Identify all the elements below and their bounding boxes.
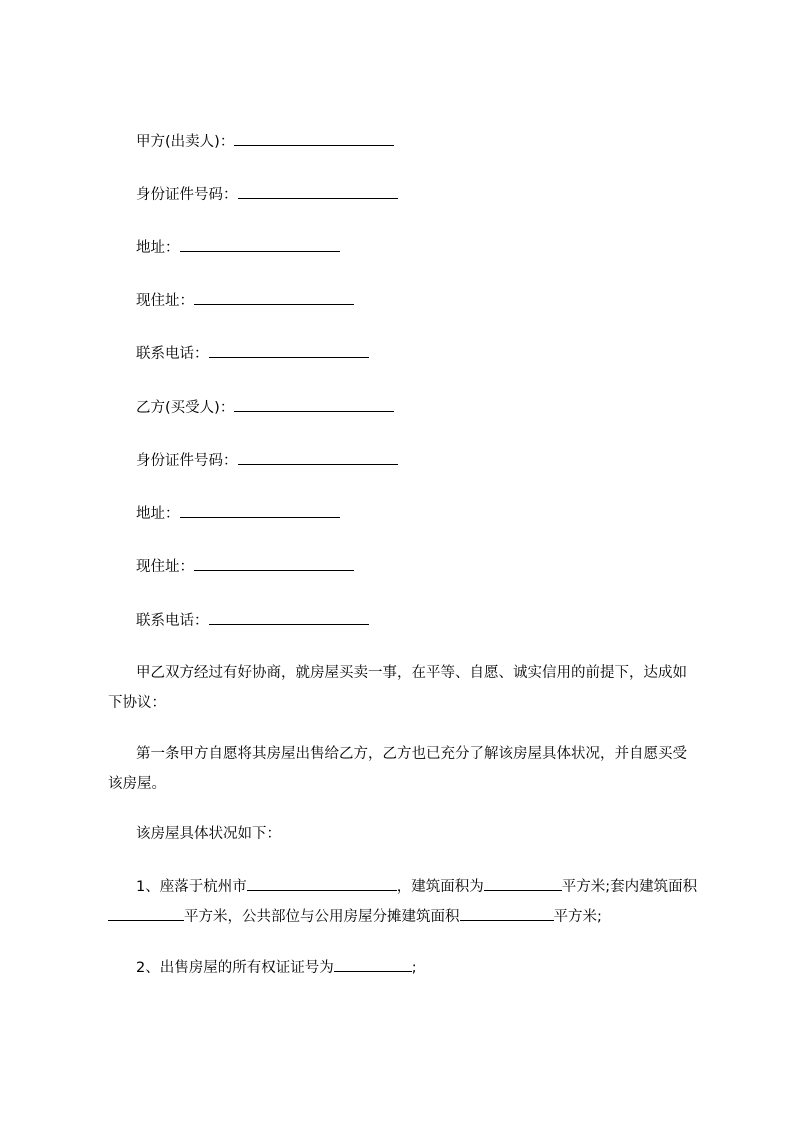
buyer-id-blank [238,450,398,465]
seller-phone-field [136,343,369,363]
seller-address-blank [180,237,340,252]
seller-current-address-field [136,290,354,310]
item-1-mid-2: 平方米;套内建筑面积 [561,879,698,895]
buyer-id-field [136,450,398,470]
buyer-id-label: 身份证件号码： [136,453,238,469]
buyer-current-address-field [136,556,354,576]
seller-current-address-blank [194,290,354,305]
item-1-prefix: 1、座落于杭州市 [136,879,247,895]
seller-name-field [136,131,394,151]
seller-name-blank [234,131,394,146]
item-1-blank-3 [484,876,562,891]
seller-id-blank [238,184,398,199]
item-2-paragraph [108,953,698,983]
item-2-blank [334,957,412,972]
buyer-address-label: 地址： [136,506,180,522]
item-1-blank-4 [108,906,184,921]
buyer-name-blank [234,397,394,412]
seller-address-label: 地址： [136,240,180,256]
item-1-blank-5 [460,906,554,921]
buyer-name-field [136,397,394,417]
seller-phone-label: 联系电话： [136,346,209,362]
buyer-phone-label: 联系电话： [136,613,209,629]
item-1-blank-1 [247,876,323,891]
buyer-name-label: 乙方(买受人)： [136,400,235,416]
article-1-paragraph: 第一条甲方自愿将其房屋出售给乙方，乙方也已充分了解该房屋具体状况，并自愿买受该房屋。 [108,746,687,792]
buyer-current-address-label: 现住址： [136,559,194,575]
buyer-phone-field [136,610,369,630]
buyer-phone-blank [209,610,369,625]
item-1-paragraph [108,872,698,932]
seller-phone-blank [209,343,369,358]
intro-paragraph: 甲乙双方经过有好协商，就房屋买卖一事，在平等、自愿、诚实信用的前提下，达成如下协议： [108,665,687,711]
item-1-blank-2 [323,876,397,891]
buyer-current-address-blank [194,556,354,571]
item-2-suffix: ; [411,960,417,976]
seller-current-address-label: 现住址： [136,293,194,309]
seller-id-label: 身份证件号码： [136,187,238,203]
buyer-address-field [136,503,340,523]
buyer-address-blank [180,503,340,518]
item-1-mid-3: 平方米，公共部位与公用房屋分摊建筑面积 [184,909,460,925]
item-2-prefix: 2、出售房屋的所有权证证号为 [136,960,334,976]
seller-id-field [136,184,398,204]
status-heading: 该房屋具体状况如下： [136,826,281,842]
seller-address-field [136,237,340,257]
item-1-suffix: 平方米; [553,909,602,925]
seller-name-label: 甲方(出卖人)： [136,134,235,150]
item-1-mid-1: ，建筑面积为 [396,879,484,895]
